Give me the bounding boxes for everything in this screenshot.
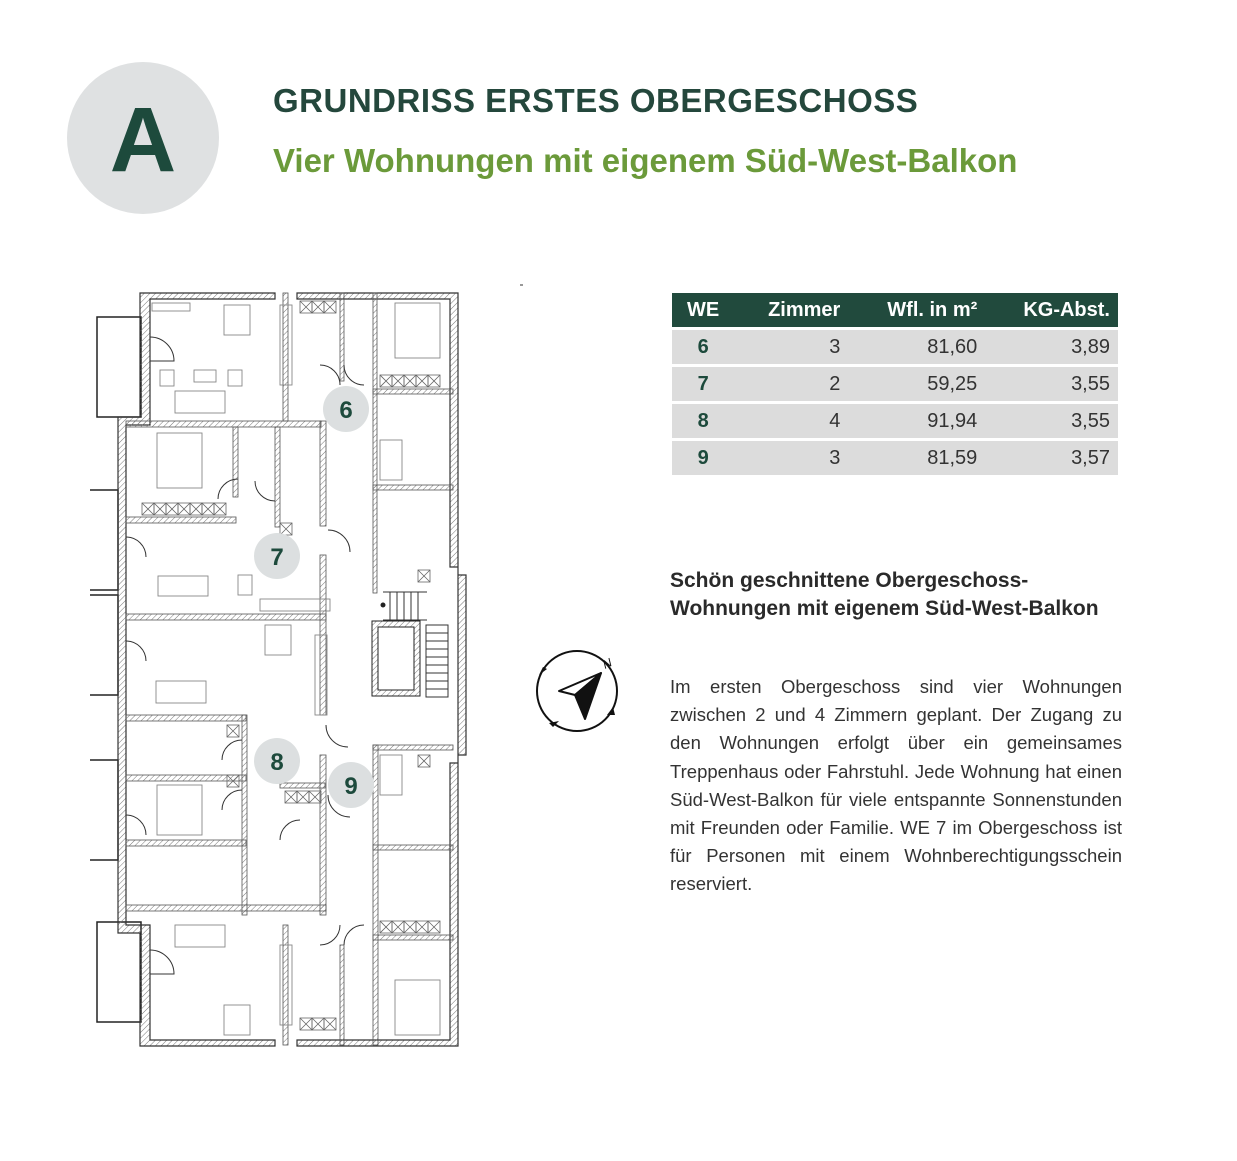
table-row	[672, 367, 1118, 401]
cell-zimmer: 3	[734, 330, 848, 364]
unit-label-7: 7	[270, 544, 284, 571]
cell-we: 9	[672, 441, 734, 475]
cell-we: 8	[672, 404, 734, 438]
description-body: Im ersten Obergeschoss sind vier Wohnungen zwischen 2 und 4 Zimmern geplant. Der Zugang zu den Wohnungen erfolgt über ein gemeinsames Treppenhaus oder Fahrstuhl. Jede Wohnung hat einen Süd-West-Balkon für viele entspannte Sonnenstunden mit Freunden oder Familie. WE 7 im Obergeschoss ist für Personen mit einem Wohnberechtigungsschein reserviert.	[670, 676, 1122, 895]
compass-icon	[533, 647, 625, 733]
cell-we: 6	[672, 330, 734, 364]
col-header-zimmer: Zimmer	[734, 293, 848, 327]
cell-kg: 3,55	[985, 367, 1118, 401]
col-header-we: WE	[672, 293, 734, 327]
table-row	[672, 441, 1118, 475]
floor-plan	[90, 285, 475, 1055]
section-letter: A	[109, 89, 177, 191]
col-header-kg: KG-Abst.	[985, 293, 1118, 327]
apartment-table	[672, 290, 1118, 478]
cell-we: 7	[672, 367, 734, 401]
section-badge	[67, 62, 219, 214]
cell-wfl: 91,94	[848, 404, 985, 438]
unit-label-9: 9	[344, 773, 358, 800]
unit-label-6: 6	[339, 397, 353, 424]
cell-zimmer: 2	[734, 367, 848, 401]
cell-kg: 3,55	[985, 404, 1118, 438]
cell-zimmer: 4	[734, 404, 848, 438]
table-header-row	[672, 293, 1118, 327]
stray-mark	[520, 284, 523, 286]
unit-label-8: 8	[270, 749, 284, 776]
cell-zimmer: 3	[734, 441, 848, 475]
description-heading: Schön geschnittene Obergeschoss-Wohnungen mit eigenem Süd-West-Balkon	[670, 569, 1099, 620]
table-row	[672, 330, 1118, 364]
unit-markers	[254, 386, 374, 808]
cell-wfl: 81,60	[848, 330, 985, 364]
stairwell	[372, 592, 448, 697]
page-title: GRUNDRISS ERSTES OBERGESCHOSS	[273, 82, 919, 119]
table-row	[672, 404, 1118, 438]
cell-kg: 3,57	[985, 441, 1118, 475]
page-subtitle: Vier Wohnungen mit eigenem Süd-West-Balkon	[273, 142, 1018, 179]
cell-wfl: 59,25	[848, 367, 985, 401]
cell-kg: 3,89	[985, 330, 1118, 364]
cell-wfl: 81,59	[848, 441, 985, 475]
north-label: N	[600, 655, 615, 672]
col-header-wfl: Wfl. in m²	[848, 293, 985, 327]
